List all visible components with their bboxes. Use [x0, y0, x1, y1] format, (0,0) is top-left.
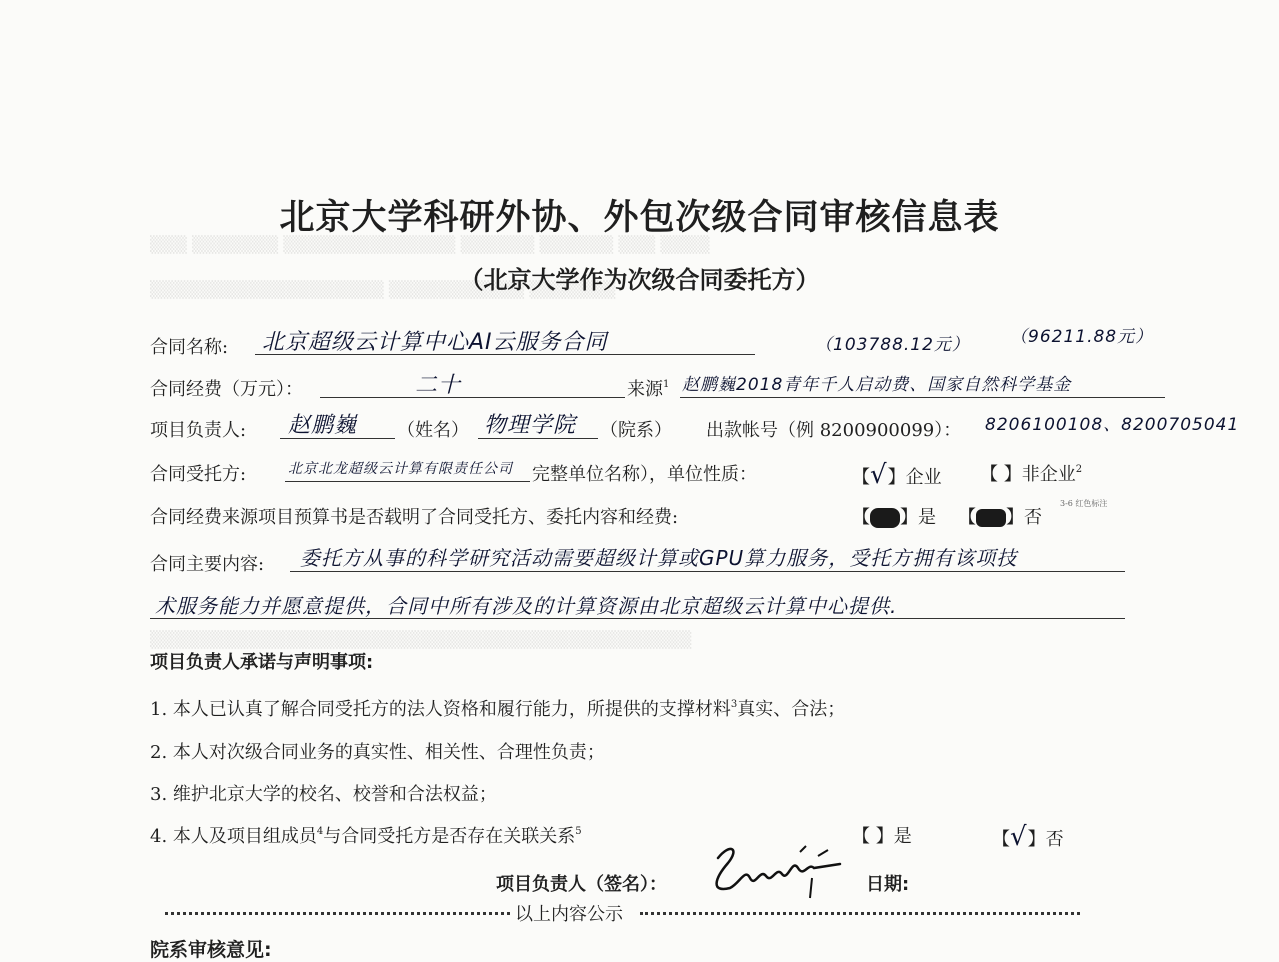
- non-enterprise-checkbox: [980, 460, 1082, 486]
- scribble-out-mark: [870, 508, 900, 528]
- commitment-item-1: [150, 695, 845, 721]
- main-content-line-2: 术服务能力并愿意提供，合同中所有涉及的计算资源由北京超级云计算中心提供.: [155, 594, 898, 618]
- trustee-value: 北京北龙超级云计算有限责任公司: [288, 461, 513, 477]
- document-subtitle: （北京大学作为次级合同委托方）: [459, 266, 820, 294]
- leader-dept-value: 物理学院: [484, 413, 577, 438]
- red-mark-note: 3-6 红色标注: [1060, 499, 1108, 508]
- bleed-through-text: ▒▒▒▒▒▒▒▒▒▒▒▒▒▒▒▒▒▒▒ ▒▒▒▒▒▒▒▒▒▒▒ ▒▒▒▒▒▒▒: [150, 280, 616, 299]
- account-value: 8206100108、8200705041: [985, 415, 1240, 435]
- source-value: 赵鹏巍2018青年千人启动费、国家自然科学基金: [682, 375, 1072, 395]
- yes-label: 是: [918, 507, 936, 528]
- document-title: 北京大学科研外协、外包次级合同审核信息表: [279, 198, 1000, 238]
- footnote-marker: 4: [316, 826, 324, 837]
- dept-review-heading: 院系审核意见:: [150, 939, 272, 961]
- box-open: 【: [852, 507, 870, 528]
- box-open: 【: [852, 467, 870, 488]
- commitment-item-3: 3. 维护北京大学的校名、校誉和合法权益；: [150, 784, 497, 805]
- contract-fee-label: 合同经费（万元）：: [150, 379, 303, 400]
- box-close: 】: [887, 467, 906, 488]
- trustee-label: 合同受托方:: [150, 464, 247, 485]
- non-enterprise-box: 【 】: [980, 464, 1022, 485]
- contract-name-label: 合同名称:: [150, 337, 229, 358]
- commitment-heading: 项目负责人承诺与声明事项:: [150, 652, 374, 673]
- box-close: 】: [1027, 829, 1046, 850]
- public-notice: 以上内容公示: [515, 904, 623, 925]
- no-label: 否: [1045, 829, 1064, 850]
- budget-yes-checkbox: [852, 503, 936, 529]
- name-hint: （姓名）: [397, 420, 469, 441]
- main-content-label: 合同主要内容:: [150, 554, 265, 575]
- signature-label: 项目负责人（签名）：: [496, 874, 667, 895]
- bleed-through-text: ▒▒▒ ▒▒▒▒▒▒▒ ▒▒▒▒▒▒▒▒▒▒▒▒▒▒ ▒▒▒▒▒▒ ▒▒▒▒▒▒ ▒▒▒ ▒▒▒▒: [150, 235, 710, 254]
- trustee-hint: 完整单位名称），单位性质：: [532, 464, 757, 485]
- amount-2: （96211.88元）: [1010, 327, 1154, 347]
- check-mark: √: [1010, 822, 1028, 852]
- check-mark: √: [870, 460, 888, 490]
- main-content-underline-1: [290, 571, 1125, 572]
- box-open: 【: [992, 829, 1010, 850]
- footnote-marker: 1: [663, 379, 670, 390]
- related-yes-box: 【 】: [852, 826, 894, 847]
- handwritten-signature: [700, 838, 850, 908]
- related-yes-checkbox: [852, 822, 912, 848]
- box-open: 【: [958, 507, 976, 528]
- project-leader-label: 项目负责人:: [150, 420, 247, 441]
- date-label: 日期:: [866, 874, 910, 895]
- account-label: 出款帐号（例 8200900099）：: [706, 420, 962, 441]
- commitment-item-4-text: 4. 本人及项目组成员: [150, 826, 317, 847]
- commitment-item-4: [150, 822, 582, 848]
- source-label: [627, 375, 669, 401]
- related-no-checkbox: [992, 822, 1064, 852]
- amount-1: （103788.12元）: [815, 335, 970, 355]
- budget-question-label: 合同经费来源项目预算书是否载明了合同受托方、委托内容和经费:: [150, 507, 679, 528]
- commitment-item-2: 2. 本人对次级合同业务的真实性、相关性、合理性负责；: [150, 742, 605, 763]
- enterprise-checkbox: [852, 460, 942, 490]
- dotted-divider-right: [640, 912, 1080, 915]
- trustee-underline: [285, 481, 530, 482]
- commitment-item-1-text: 1. 本人已认真了解合同受托方的法人资格和履行能力，所提供的支撑材料: [150, 699, 731, 720]
- main-content-line-1: 委托方从事的科学研究活动需要超级计算或GPU算力服务，受托方拥有该项技: [300, 546, 1018, 570]
- leader-name-value: 赵鹏巍: [288, 413, 358, 438]
- contract-name-value: 北京超级云计算中心AI云服务合同: [262, 330, 608, 355]
- enterprise-label: 企业: [905, 467, 942, 488]
- no-label: 否: [1024, 507, 1042, 528]
- footnote-marker: 3: [730, 699, 738, 710]
- commitment-item-1-tail: 真实、合法；: [737, 699, 846, 720]
- box-close: 】: [900, 507, 918, 528]
- source-underline: [680, 397, 1165, 398]
- non-enterprise-label: 非企业: [1021, 464, 1076, 485]
- bleed-through-text: ▒▒▒▒▒▒▒▒▒▒▒▒▒▒▒▒▒▒▒▒▒▒▒▒▒▒▒▒▒▒▒▒▒▒▒▒▒▒▒▒▒▒▒▒: [150, 630, 692, 649]
- scribble-out-mark: [976, 509, 1006, 527]
- dotted-divider-left: [165, 912, 510, 915]
- yes-label: 是: [893, 826, 912, 847]
- source-label-text: 来源: [627, 379, 663, 400]
- dept-hint: （院系）: [600, 420, 672, 441]
- budget-no-checkbox: [958, 503, 1042, 529]
- contract-fee-underline: [320, 397, 625, 398]
- contract-fee-value: 二十: [415, 373, 462, 398]
- commitment-item-4-mid: 与合同受托方是否存在关联关系: [323, 826, 576, 847]
- footnote-marker: 2: [1075, 464, 1083, 475]
- box-close: 】: [1006, 507, 1024, 528]
- footnote-marker: 5: [575, 826, 582, 837]
